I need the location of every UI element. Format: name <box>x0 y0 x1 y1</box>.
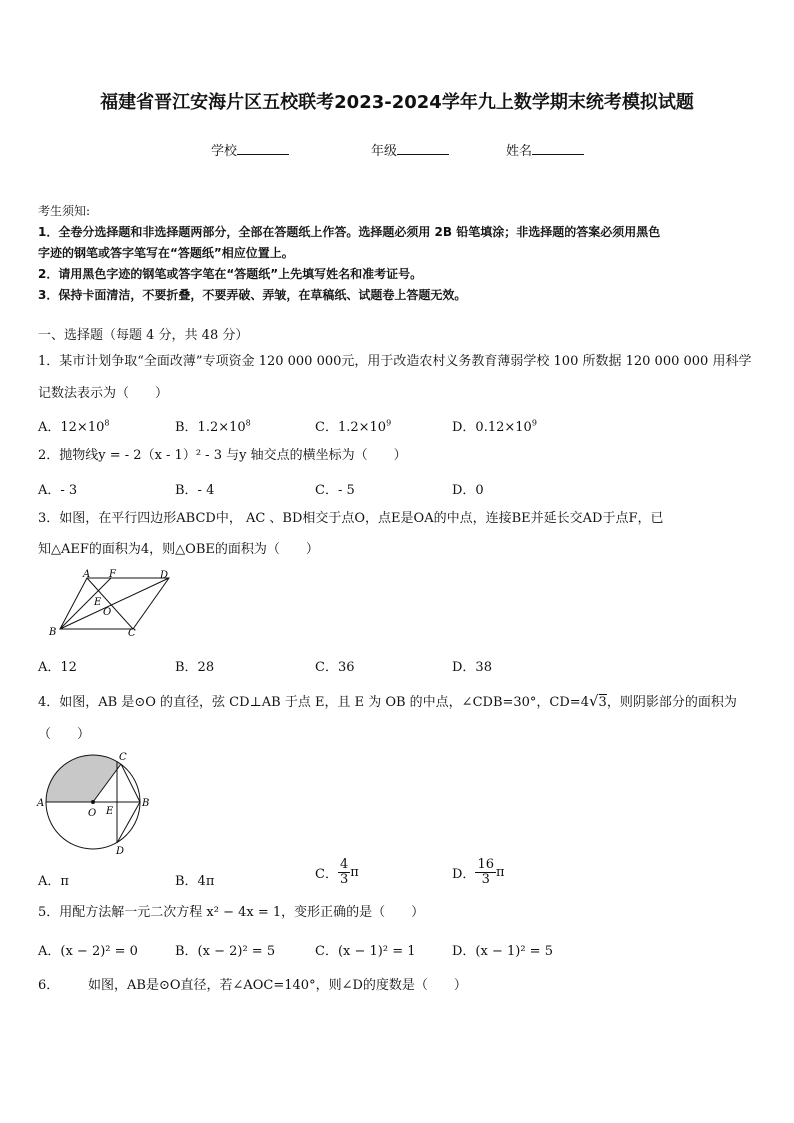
q5-option-d[interactable]: D．(x − 1)² = 5 <box>452 944 553 959</box>
grade-blank[interactable] <box>397 141 449 155</box>
q4-option-c[interactable]: C． $\frac{4}{3}$ π <box>315 857 359 887</box>
q3-label-a: A <box>83 569 91 580</box>
q3-option-a[interactable]: A．12 <box>38 660 77 675</box>
q4-option-c-fraction: $\frac{4}{3}$ <box>339 857 349 887</box>
q4-circle-figure <box>36 748 156 860</box>
grade-field[interactable] <box>371 140 449 159</box>
q1-stem-line1: 1．某市计划争取“全面改薄”专项资金 120 000 000元，用于改造农村义务教育薄弱学校 100 所数据 120 000 000 用科学 <box>38 354 752 369</box>
grade-label: 年级 <box>371 144 398 159</box>
notice-line-1b: 字迹的钢笔或答字笔写在“答题纸”相应位置上。 <box>38 246 294 260</box>
q4-option-d[interactable]: D． $\frac{16}{3}$ π <box>452 857 505 887</box>
q3-label-b: B <box>49 627 57 638</box>
section-heading: 一、选择题（每题 4 分，共 48 分） <box>38 328 249 343</box>
q1-option-b[interactable]: B．$1.2\times 10^8$ <box>175 418 251 435</box>
q4-option-b[interactable]: B．4π <box>175 874 215 889</box>
q5-option-c[interactable]: C．(x − 1)² = 1 <box>315 944 416 959</box>
diagonal-bd <box>60 578 169 629</box>
q1-option-c[interactable]: C．$1.2\times 10^9$ <box>315 418 392 435</box>
q4-label-o: O <box>88 808 97 819</box>
q1-stem-line2: 记数法表示为（ ） <box>38 386 169 401</box>
q5-stem: 5．用配方法解一元二次方程 x² − 4x = 1，变形正确的是（ ） <box>38 905 425 920</box>
q3-label-f: F <box>109 569 116 580</box>
q1-option-a[interactable]: A．$12\times 10^8$ <box>38 418 110 435</box>
name-field[interactable] <box>506 140 584 159</box>
name-blank[interactable] <box>532 141 584 155</box>
notice-line-1a: 1．全卷分选择题和非选择题两部分，全部在答题纸上作答。选择题必须用 2B 铅笔填涂；非选择题的答案必须用黑色 <box>38 225 661 239</box>
notice-heading: 考生须知: <box>38 204 91 218</box>
shaded-region-left <box>46 755 93 802</box>
chord-bd <box>117 802 140 843</box>
notice-line-3: 3．保持卡面清洁，不要折叠，不要弄破、弄皱，在草稿纸、试题卷上答题无效。 <box>38 288 467 302</box>
q4-label-b: B <box>142 798 150 809</box>
q2-option-d[interactable]: D．0 <box>452 483 484 498</box>
q3-label-e: E <box>94 597 102 608</box>
q3-stem-line1: 3．如图，在平行四边形ABCD中， AC 、BD相交于点O，点E是OA的中点，连接BE并延长交AD于点F，已 <box>38 511 664 526</box>
q4-stem-line2: （ ） <box>38 727 91 742</box>
school-label: 学校 <box>211 144 238 159</box>
center-point <box>91 800 95 804</box>
q1-option-d[interactable]: D．$0.12\times 10^9$ <box>452 418 537 435</box>
q3-option-b[interactable]: B．28 <box>175 660 215 675</box>
q3-parallelogram-figure <box>44 568 179 640</box>
q2-option-c[interactable]: C．- 5 <box>315 483 355 498</box>
notice-line-2: 2．请用黑色字迹的钢笔或答字笔在“答题纸”上先填写姓名和准考证号。 <box>38 267 423 281</box>
q4-option-a[interactable]: A．π <box>38 874 69 889</box>
q5-option-b[interactable]: B．(x − 2)² = 5 <box>175 944 276 959</box>
q5-option-a[interactable]: A．(x − 2)² = 0 <box>38 944 138 959</box>
q6-stem: 如图，AB是⊙O直径，若∠AOC=140°，则∠D的度数是（ ） <box>88 978 467 993</box>
q4-sqrt-radicand: 3 <box>598 695 607 710</box>
q3-label-c: C <box>128 628 136 639</box>
q4-label-a: A <box>37 798 45 809</box>
q4-label-e: E <box>106 806 114 817</box>
q2-stem: 2．抛物线y = - 2（x - 1）² - 3 与y 轴交点的横坐标为（ ） <box>38 448 407 463</box>
q3-stem-line2: 知△AEF的面积为4，则△OBE的面积为（ ） <box>38 542 319 557</box>
q6-number: 6． <box>38 978 60 993</box>
line-bf <box>60 578 111 629</box>
chord-cb <box>121 764 140 802</box>
q3-option-d[interactable]: D．38 <box>452 660 492 675</box>
school-field[interactable] <box>211 140 289 159</box>
q4-label-d: D <box>116 846 125 857</box>
name-label: 姓名 <box>506 144 533 159</box>
q2-option-a[interactable]: A．- 3 <box>38 483 78 498</box>
page-title: 福建省晋江安海片区五校联考2023-2024学年九上数学期末统考模拟试题 <box>100 92 694 113</box>
q4-option-d-fraction: $\frac{16}{3}$ <box>477 857 494 887</box>
school-blank[interactable] <box>237 141 289 155</box>
q3-option-c[interactable]: C．36 <box>315 660 355 675</box>
q4-stem-line1: 4．如图，AB 是⊙O 的直径，弦 CD⊥AB 于点 E，且 E 为 OB 的中点，∠CDB=30°，CD=4√3，则阴影部分的面积为 <box>38 692 737 710</box>
q4-label-c: C <box>119 752 127 763</box>
q3-label-d: D <box>160 570 169 581</box>
q3-label-o: O <box>103 607 112 618</box>
q2-option-b[interactable]: B．- 4 <box>175 483 215 498</box>
